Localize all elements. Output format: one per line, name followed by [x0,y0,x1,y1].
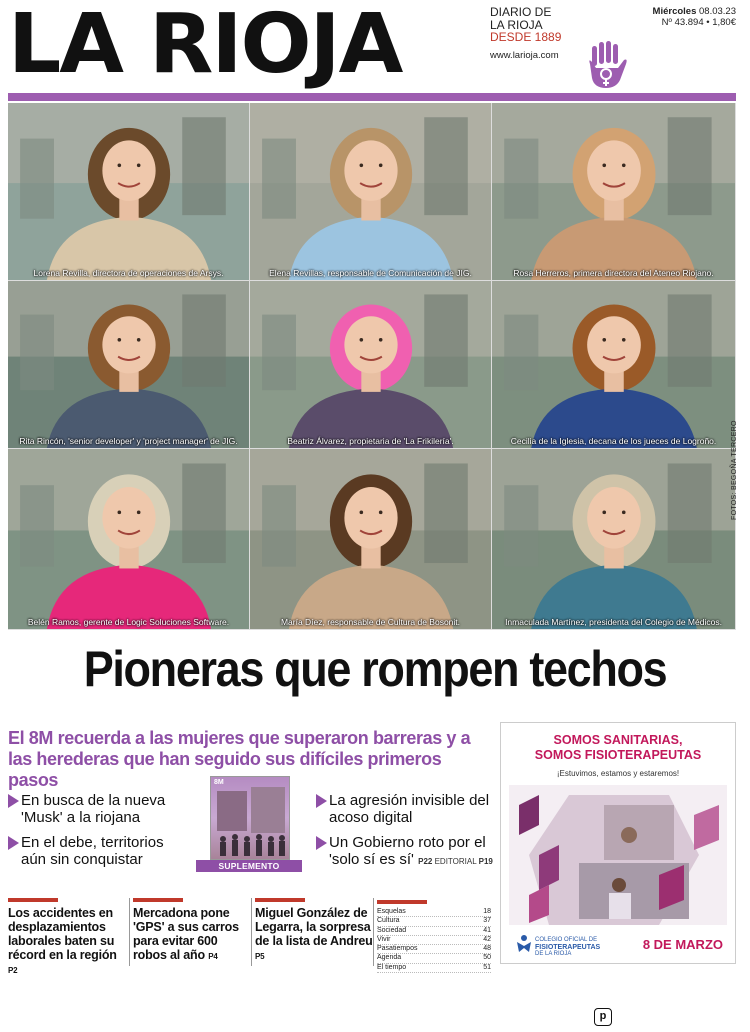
subheadline[interactable]: El 8M recuerda a las mujeres que superaron barreras y a las herederas que han seguido sus difíciles primeros pasos [8,728,471,790]
portrait-image [8,449,250,630]
photo-caption: María Díez, responsable de Cultura de Bosonit. [280,617,461,627]
feminist-hand-icon [586,40,630,92]
supplement-promo[interactable] [196,776,302,883]
triangle-icon [8,794,19,808]
photo-caption: Cecilia de la Iglesia, decana de los jueces de Logroño. [510,436,717,446]
index-page: 42 [483,935,491,943]
photo-caption: Rita Rincón, 'senior developer' y 'project manager' de JIG. [19,436,238,446]
divider [251,898,252,966]
bullet-text: En el debe, territorios aún sin conquistar [21,834,164,868]
portrait-photo[interactable] [250,281,492,449]
advertisement[interactable] [500,722,736,964]
portrait-photo[interactable] [250,103,492,281]
index-row[interactable] [377,936,491,945]
newspaper-logo[interactable]: LA RIOJA [8,0,402,92]
tagline [490,6,561,44]
photo-caption: Elena Revillas, responsable de Comunicación de JIG. [269,268,472,278]
brief-page: P4 [208,952,218,961]
portrait-photo[interactable] [250,449,492,630]
index-row[interactable] [377,927,491,936]
portrait-photo[interactable] [8,449,250,630]
brief-page: P2 [8,966,18,975]
brief-item[interactable] [255,898,373,964]
main-headline[interactable]: Pioneras que rompen techos [83,641,667,697]
index-row[interactable] [377,945,491,954]
supplement-photo-icon [211,777,291,861]
index-row[interactable] [377,908,491,917]
index-label: El tiempo [377,963,407,971]
issue-number: Nº 43.894 • 1,80€ [661,17,736,28]
portrait-image [250,281,492,449]
bullet-text: Un Gobierno roto por el 'solo sí es sí' [329,834,486,868]
portrait-image [8,103,250,281]
bullets-right [316,792,496,878]
portrait-image [492,103,736,281]
triangle-icon [316,836,327,850]
bullet-page-refs: P22 EDITORIAL P19 [418,857,493,866]
bullet-text: En busca de la nueva 'Musk' a la riojana [21,792,166,826]
supplement-cover-label: 8M [214,779,224,786]
divider [373,898,374,966]
portrait-image [8,281,250,449]
portrait-photo[interactable] [492,449,736,630]
bullet-text: La agresión invisible del acoso digital [329,792,490,826]
index-page: 41 [483,926,491,934]
photo-caption: Beatriz Álvarez, propietaria de 'La Frikilería'. [287,436,454,446]
portrait-photo[interactable] [8,103,250,281]
triangle-icon [316,794,327,808]
photo-grid [8,103,736,630]
index-row[interactable] [377,954,491,963]
bullet-item[interactable] [316,834,496,870]
bullet-item[interactable] [8,792,188,826]
tagline-line1: DIARIO DE [490,5,552,19]
index-label: Sociedad [377,926,407,934]
index-label: Agenda [377,954,402,962]
supplement-cover [210,776,290,860]
index-page: 37 [483,917,491,925]
bullet-item[interactable] [316,792,496,826]
portrait-image [250,449,492,630]
bullet-item[interactable] [8,834,188,868]
issue-day: Miércoles [652,6,697,17]
triangle-icon [8,836,19,850]
index-label: Pasatiempos [377,945,418,953]
ad-date: 8 DE MARZO [642,937,723,952]
bullets-left [8,792,188,876]
tagline-line2: LA RIOJA [490,17,543,32]
portrait-photo[interactable] [8,281,250,449]
index-page: 18 [483,908,491,915]
index-row[interactable] [377,917,491,926]
masthead [0,0,750,92]
photo-credit: FOTOS: BEGOÑA TERCERO [731,420,738,520]
divider [129,898,130,966]
brief-page: P5 [255,952,265,961]
ad-title: SOMOS SANITARIAS, SOMOS FISIOTERAPEUTAS [534,733,702,762]
portrait-photo[interactable] [492,281,736,449]
section-index [377,900,491,973]
website-link[interactable]: www.larioja.com [490,50,559,61]
index-label: Esquelas [377,908,406,915]
ad-organization: COLEGIO OFICIAL DE FISIOTERAPEUTAS DE LA RIOJA [535,937,601,957]
photo-caption: Inmaculada Martínez, presidenta del Colegio de Médicos. [505,617,722,627]
portrait-image [250,103,492,281]
index-label: Vivir [377,935,391,943]
photo-caption: Rosa Herreros, primera directora del Ateneo Riojano. [513,268,714,278]
index-label: Cultura [377,917,400,925]
supplement-badge: SUPLEMENTO ESPECIAL [196,860,302,872]
ad-collage-image [509,785,727,925]
brief-text: Mercadona pone 'GPS' a sus carros para evitar 600 robos al año [133,906,239,962]
ad-footer [501,928,735,964]
physio-college-logo-icon [515,934,533,954]
ad-subtitle: ¡Estuvimos, estamos y estaremos! [556,769,680,778]
index-page: 50 [483,954,491,962]
issue-date: 08.03.23 [699,6,736,17]
index-page: 48 [483,945,491,953]
issue-info [653,6,736,28]
brand-bar [8,93,736,101]
publisher-p-icon: p [594,1008,612,1026]
index-row[interactable] [377,964,491,973]
brief-text: Miguel González de Legarra, la sorpresa de la lista de Andreu [255,906,373,948]
portrait-photo[interactable] [492,103,736,281]
brief-item[interactable] [133,898,251,964]
brief-item[interactable] [8,898,126,978]
index-page: 51 [483,963,491,971]
photo-caption: Belén Ramos, gerente de Logic Soluciones Software. [27,617,230,627]
photo-caption: Lorena Revilla, directora de operaciones de Arsys. [33,268,224,278]
tagline-since: DESDE 1889 [490,30,562,44]
brief-text: Los accidentes en desplazamientos laborales baten su récord en la región [8,906,117,962]
portrait-image [492,281,736,449]
portrait-image [492,449,736,630]
